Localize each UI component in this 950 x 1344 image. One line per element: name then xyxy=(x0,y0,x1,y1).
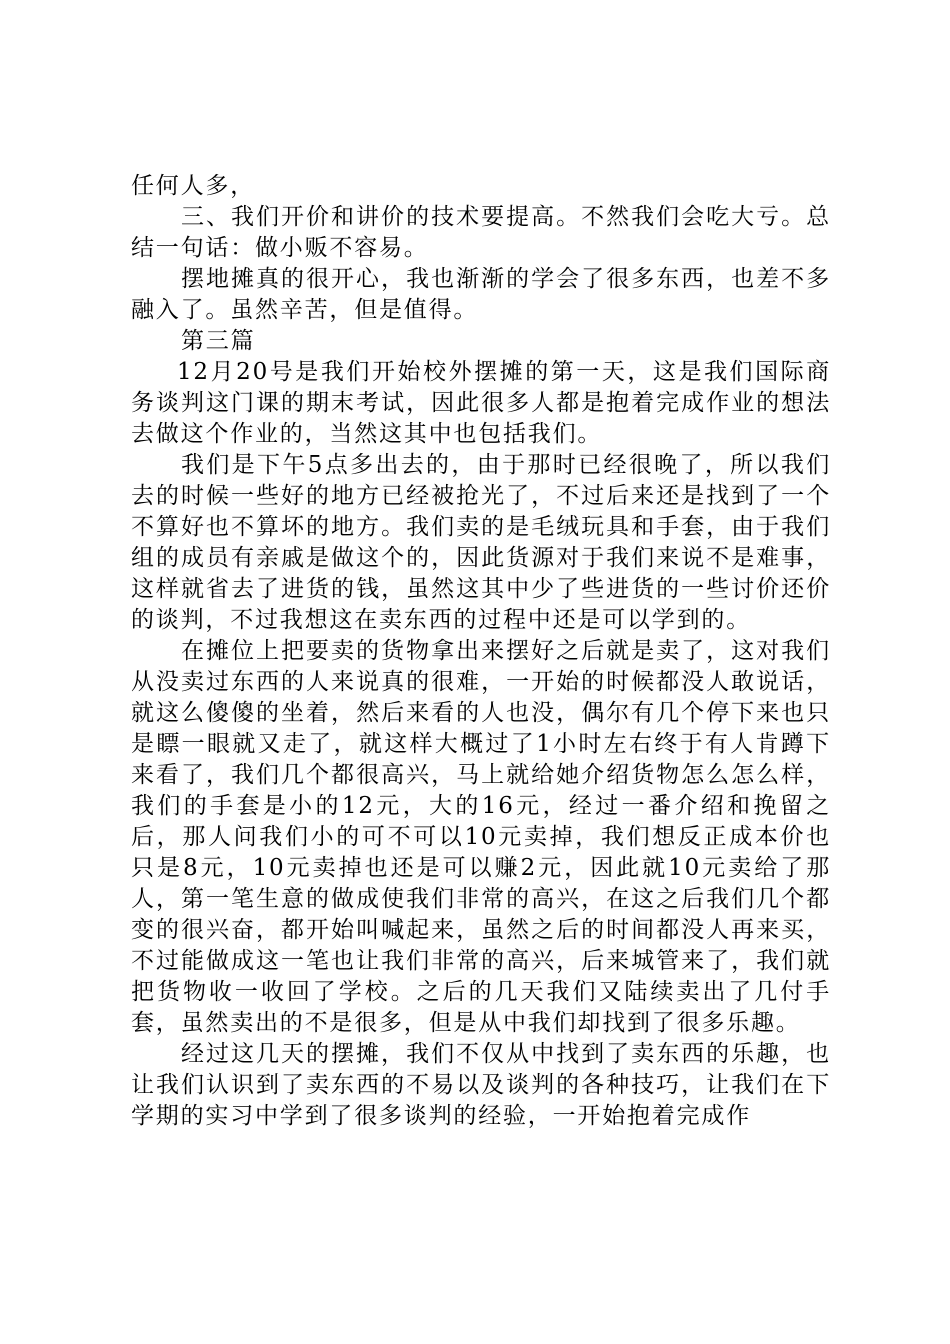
paragraph: 我们是下午5点多出去的，由于那时已经很晚了，所以我们去的时候一些好的地方已经被抢光了，不过后来还是找到了一个不算好也不算坏的地方。我们卖的是毛绒玩具和手套，由于我们组的成员有亲戚是做这个的，因此货源对于我们来说不是难事，这样就省去了进货的钱，虽然这其中少了些进货的一些讨价还价的谈判，不过我想这在卖东西的过程中还是可以学到的。 xyxy=(131,452,831,633)
paragraph: 经过这几天的摆摊，我们不仅从中找到了卖东西的乐趣，也让我们认识到了卖东西的不易以及谈判的各种技巧，让我们在下学期的实习中学到了很多谈判的经验，一开始抱着完成作 xyxy=(131,1041,831,1129)
paragraph: 三、我们开价和讲价的技术要提高。不然我们会吃大亏。总结一句话：做小贩不容易。 xyxy=(131,204,831,261)
paragraph: 12月20号是我们开始校外摆摊的第一天，这是我们国际商务谈判这门课的期末考试，因此很多人都是抱着完成作业的想法去做这个作业的，当然这其中也包括我们。 xyxy=(131,359,831,447)
paragraph: 摆地摊真的很开心，我也渐渐的学会了很多东西，也差不多融入了。虽然辛苦，但是值得。 xyxy=(131,266,831,323)
document-body xyxy=(131,171,831,1132)
paragraph: 在摊位上把要卖的货物拿出来摆好之后就是卖了，这对我们从没卖过东西的人来说真的很难，一开始的时候都没人敢说话，就这么傻傻的坐着，然后来看的人也没，偶尔有几个停下来也只是瞟一眼就又走了，就这样大概过了1小时左右终于有人肯蹲下来看了，我们几个都很高兴，马上就给她介绍货物怎么怎么样，我们的手套是小的12元，大的16元，经过一番介绍和挽留之后，那人问我们小的可不可以10元卖掉，我们想反正成本价也只是8元，10元卖掉也还是可以赚2元，因此就10元卖给了那人，第一笔生意的做成使我们非常的高兴，在这之后我们几个都变的很兴奋，都开始叫喊起来，虽然之后的时间都没人再来买，不过能做成这一笔也让我们非常的高兴，后来城管来了，我们就把货物收一收回了学校。之后的几天我们又陆续卖出了几付手套，虽然卖出的不是很多，但是从中我们却找到了很多乐趣。 xyxy=(131,638,831,1036)
paragraph: 任何人多， xyxy=(131,173,255,199)
section-heading: 第三篇 xyxy=(181,328,256,354)
